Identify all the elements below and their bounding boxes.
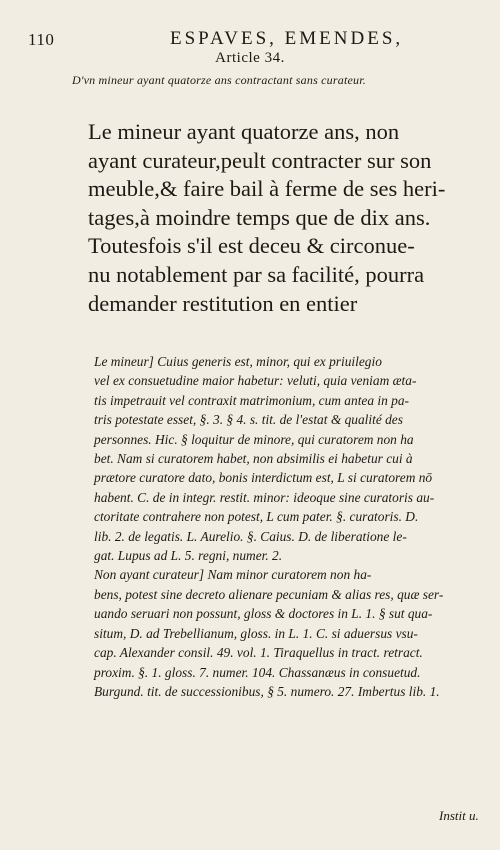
gloss-line: habent. C. de in integr. restit. minor: ideoque sine curatoris au- [94, 489, 435, 505]
gloss-commentary [94, 352, 494, 701]
main-text-line: tages,à moindre temps que de dix ans. [88, 204, 431, 230]
gloss-line: Burgund. tit. de successionibus, § 5. numero. 27. Imbertus lib. 1. [94, 683, 440, 699]
gloss-line: personnes. Hic. § loquitur de minore, qui curatorem non ha [94, 431, 414, 447]
gloss-line: Non ayant curateur] Nam minor curatorem non ha- [94, 567, 372, 583]
gloss-line: lib. 2. de legatis. L. Aurelio. §. Caius. D. de liberatione le- [94, 528, 407, 544]
page-number: 110 [28, 30, 55, 49]
gloss-line: gat. Lupus ad L. 5. regni, numer. 2. [94, 548, 283, 564]
gloss-line: uando seruari non possunt, gloss & doctores in L. 1. § sut qua- [94, 606, 433, 622]
gloss-line: prætore curatore dato, bonis interdictum est, L si curatorem nō [94, 470, 433, 486]
main-text-line: nu notablement par sa facilité, pourra [88, 261, 425, 287]
main-text [88, 118, 498, 318]
main-text-line: Toutesfois s'il est deceu & circonue- [88, 233, 415, 259]
running-head: ESPAVES, EMENDES, [170, 28, 404, 49]
gloss-line: bens, potest sine decreto alienare pecuniam & alias res, quæ ser- [94, 586, 444, 602]
gloss-line: tis impetrauit vel contraxit matrimonium, cum antea in pa- [94, 392, 410, 408]
gloss-line: cap. Alexander consil. 49. vol. 1. Tiraquellus in tract. retract. [94, 645, 423, 661]
catchword: Instit u. [439, 808, 479, 823]
article-number: Article 34. [215, 50, 285, 66]
main-text-line: meuble,& faire bail à ferme de ses heri- [88, 176, 446, 202]
gloss-line: Le mineur] Cuius generis est, minor, qui ex priuilegio [94, 354, 382, 369]
gloss-line: ctoritate contrahere non potest, L cum pater. §. curatoris. D. [94, 509, 419, 525]
gloss-line: vel ex consuetudine maior habetur: veluti, quia veniam æta- [94, 373, 417, 389]
gloss-line: bet. Nam si curatorem habet, non absimilis ei habetur cui à [94, 451, 413, 467]
main-text-line: Le mineur ayant quatorze ans, non [88, 119, 400, 144]
gloss-line: proxim. §. 1. gloss. 7. numer. 104. Chassanæus in consuetud. [94, 664, 421, 680]
main-text-line: ayant curateur,peult contracter sur son [88, 147, 432, 173]
main-text-line: demander restitution en entier [88, 290, 358, 316]
gloss-line: tris potestate esset, §. 3. § 4. s. tit. de l'estat & qualité des [94, 412, 403, 428]
article-summary: D'vn mineur ayant quatorze ans contractant sans curateur. [72, 73, 366, 87]
gloss-line: situm, D. ad Trebellianum, gloss. in L. 1. C. si aduersus vsu- [94, 625, 418, 641]
